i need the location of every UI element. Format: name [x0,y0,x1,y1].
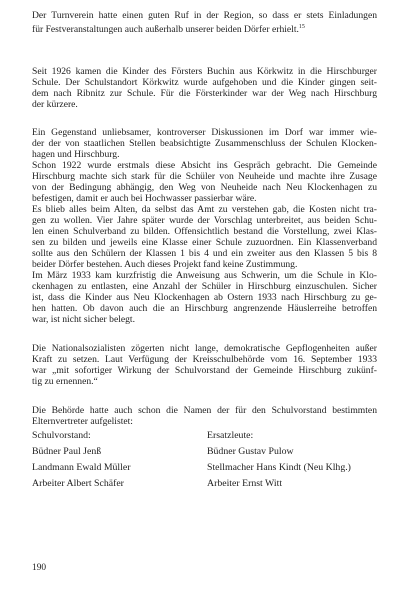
text-line: Ein Gegenstand unliebsamer, kontroverser Diskussionen im Dorf war immer wie- [32,127,377,138]
text-line-content: für Festveranstaltungen auch außerhalb unserer beiden Dörfer erhielt. [32,24,299,35]
page-number: 190 [32,563,47,573]
text-line: len einen Schulverband zu bilden. Offensichtlich bestand die Vorstellung, zwei Klas- [32,226,377,237]
text-line: gen zu wollen. Vier Jahre später wurde der Vorschlag unterbreitet, aus beiden Schu- [32,215,377,226]
text-line: der kürzere. [32,99,78,110]
list-item: Landmann Ewald Müller [32,462,131,473]
text-line: Die Nationalsozialisten zögerten nicht lange, demokratische Gepflogenheiten außer [32,343,377,354]
list-heading-ersatzleute: Ersatzleute: [207,430,254,441]
text-line: sollte aus den Schülern der Klassen 1 bis 4 und ein zweiter aus den Klassen 5 bis 8 [32,248,377,259]
list-item: Arbeiter Ernst Witt [207,478,283,489]
text-line: Schon 1922 wurde erstmals diese Absicht ins Gespräch gebracht. Die Gemeinde [32,160,377,171]
text-line: von der Bedingung abhängig, den Weg von Neuheide nach Neu Klockenhagen zu [32,182,377,193]
text-line: dem nach Ribnitz zur Schule. Für die Försterkinder war der Weg nach Hirschburg [32,88,377,99]
text-line: Kraft zu setzen. Laut Verfügung der Kreisschulbehörde vom 16. September 1933 [32,354,377,365]
text-line: sen zu bilden und jeweils eine Klasse einer Schule zuzuordnen. Ein Klassenverband [32,237,377,248]
text-line: war, ist nicht sicher belegt. [32,314,135,325]
text-line: Der Turnverein hatte einen guten Ruf in der Region, so dass er stets Einladungen [32,10,377,21]
text-line: Schule. Der Schulstandort Körkwitz wurde aufgehoben und die Kinder gingen seit- [32,77,377,88]
text-line: Hirschburg machte sich stark für die Schüler von Neuheide und machte ihre Zusage [32,171,377,182]
list-item: Büdner Paul Jenß [32,446,102,457]
list-heading-schulvorstand: Schulvorstand: [32,430,91,441]
list-item: Stellmacher Hans Kindt (Neu Klhg.) [207,462,351,473]
text-line: hen hatten. Ob davon auch die an Hirschburg angrenzende Häuslerreihe betroffen [32,303,377,314]
text-line: hagen und Hirschburg. [32,149,120,160]
text-line: Seit 1926 kamen die Kinder des Försters Buchin aus Körkwitz in die Hirschburger [32,66,377,77]
text-line: Die Behörde hatte auch schon die Namen der für den Schulvorstand bestimmten [32,405,377,416]
text-line: beider Dörfer bestehen. Auch dieses Projekt fand keine Zustimmung. [32,259,298,270]
text-line [32,22,377,35]
list-item: Büdner Gustav Pulow [207,446,294,457]
text-line: ist, dass die Kinder aus Neu Klockenhagen ab Ostern 1933 nach Hirschburg zu ge- [32,292,377,303]
text-line: befestigen, damit er auch bei Hochwasser passierbar wäre. [32,193,257,204]
text-line: war „mit sofortiger Wirkung der Schulvorstand der Gemeinde Hirschburg zukünf- [32,365,377,376]
text-line: Im März 1933 kam kurzfristig die Anweisung aus Schwerin, um die Schule in Klo- [32,270,377,281]
list-item: Arbeiter Albert Schäfer [32,478,124,489]
text-line: Es blieb alles beim Alten, da selbst das Amt zu verstehen gab, die Kosten nicht tra- [32,204,377,215]
text-line: ckenhagen zu entlasten, eine Anzahl der Schüler in Hirschburg einzuschulen. Sicher [32,281,377,292]
text-line: Elternvertreter aufgelistet: [32,416,133,427]
text-line: tig zu ernennen.“ [32,376,98,387]
text-line: der der von staatlichen Stellen beabsichtigte Zusammenschluss der Schulen Klocken- [32,138,377,149]
footnote-marker: 15 [298,24,305,30]
